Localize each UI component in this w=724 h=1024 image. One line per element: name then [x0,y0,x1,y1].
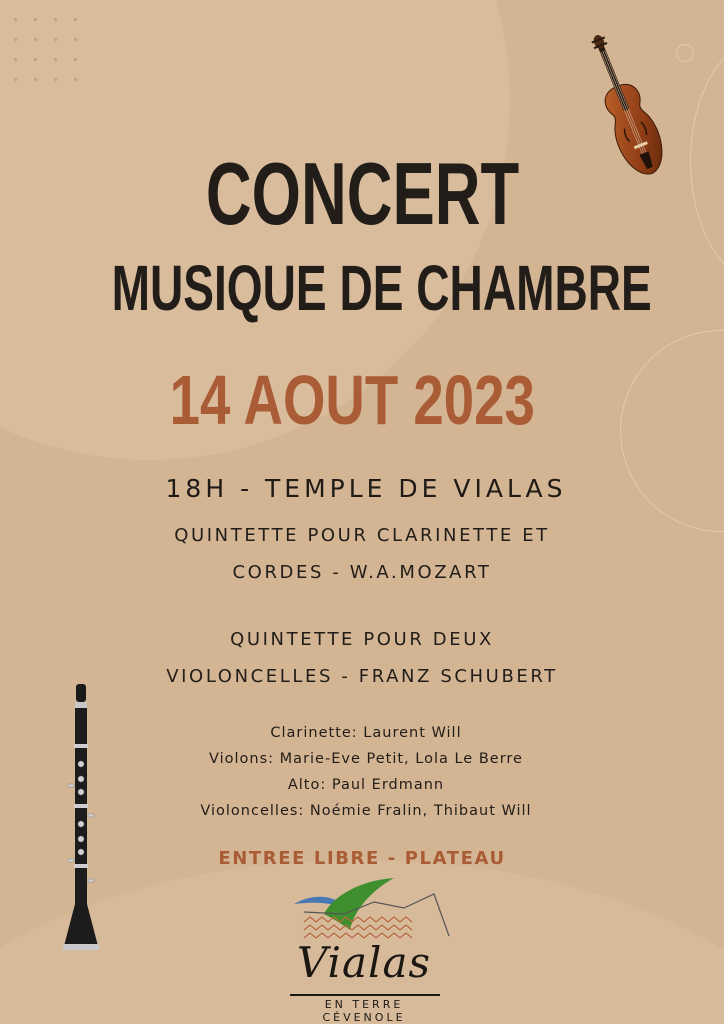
concert-title: CONCERT [205,144,520,243]
musician-line: Violons: Marie-Eve Petit, Lola Le Berre [209,751,523,767]
program-line: QUINTETTE POUR CLARINETTE ET [174,525,550,546]
decorative-ring [676,44,694,62]
logo-tagline: EN TERRE CÉVENOLE [322,998,406,1024]
musician-line: Clarinette: Laurent Will [270,725,462,741]
musician-line: Violoncelles: Noémie Fralin, Thibaut Will [200,803,532,819]
program-line: CORDES - W.A.MOZART [232,562,492,583]
decorative-dots [14,18,94,88]
time-and-venue: 18H - TEMPLE DE VIALAS [165,474,567,503]
entry-info: ENTREE LIBRE - PLATEAU [218,848,506,869]
vialas-logo [284,874,474,1024]
program-line: QUINTETTE POUR DEUX [230,629,494,650]
concert-date: 14 AOUT 2023 [169,361,535,439]
logo-wordmark: Vialas [296,938,432,987]
musician-line: Alto: Paul Erdmann [287,777,445,793]
logo-divider [290,994,440,996]
program-line: VIOLONCELLES - FRANZ SCHUBERT [166,666,558,687]
decorative-ring [690,40,724,282]
concert-subtitle: MUSIQUE DE CHAMBRE [111,252,652,324]
